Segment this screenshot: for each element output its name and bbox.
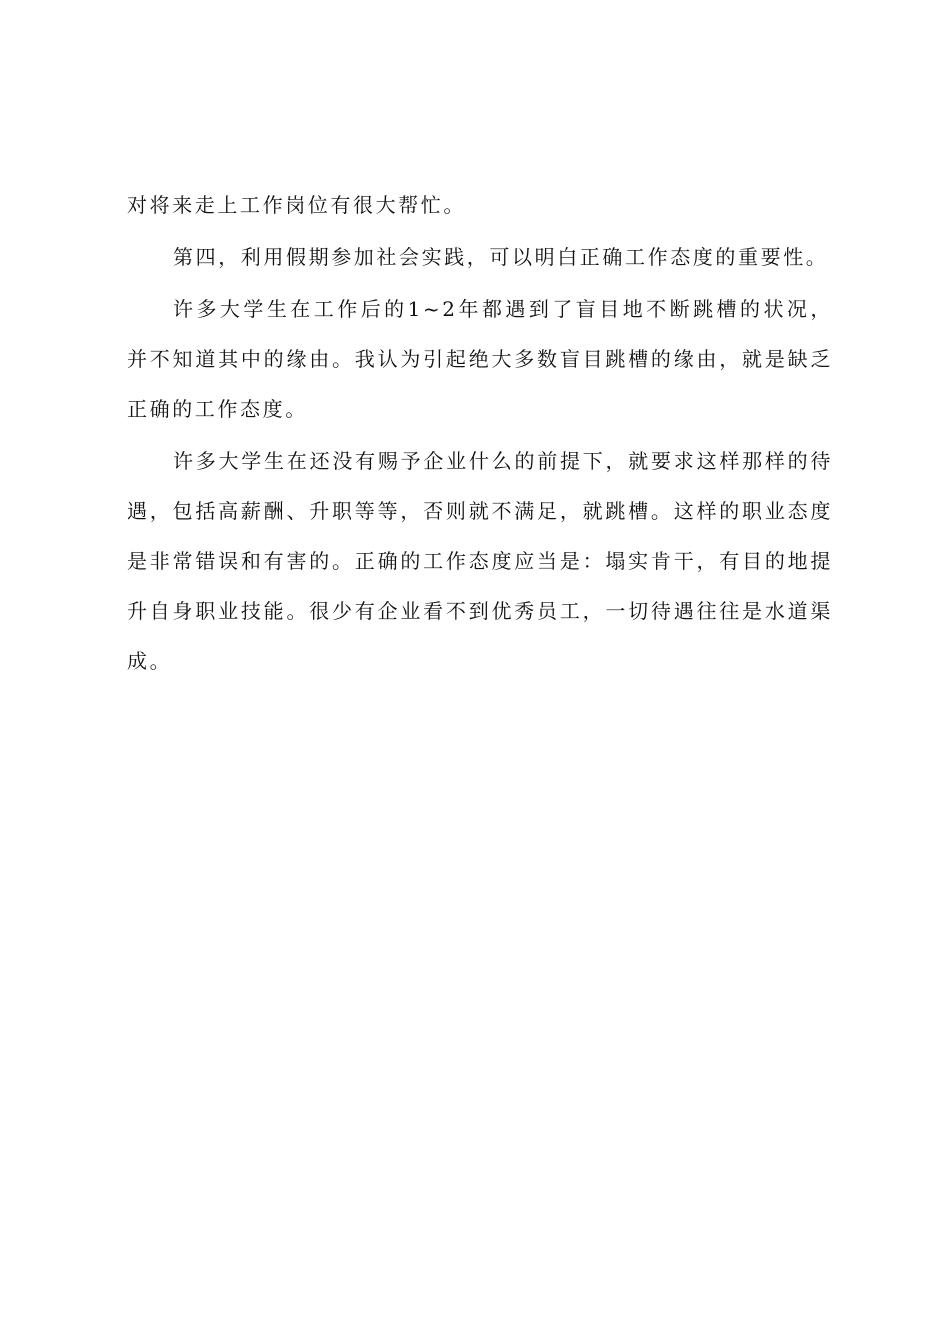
paragraph-work-attitude: 许多大学生在还没有赐予企业什么的前提下，就要求这样那样的待遇，包括高薪酬、升职等等，否则就不满足，就跳槽。这样的职业态度是非常错误和有害的。正确的工作态度应当是：塌实肯干，有目的地提升自身职业技能。很少有企业看不到优秀员工，一切待遇往往是水道渠成。 [127,449,833,673]
paragraph-job-hopping: 许多大学生在工作后的1~2年都遇到了盲目地不断跳槽的状况，并不知道其中的缘由。我认为引起绝大多数盲目跳槽的缘由，就是缺乏正确的工作态度。 [127,297,833,421]
document-body [127,180,833,686]
paragraph-continuation: 对将来走上工作岗位有很大帮忙。 [127,193,466,217]
paragraph-point-four: 第四，利用假期参加社会实践，可以明白正确工作态度的重要性。 [173,245,829,269]
